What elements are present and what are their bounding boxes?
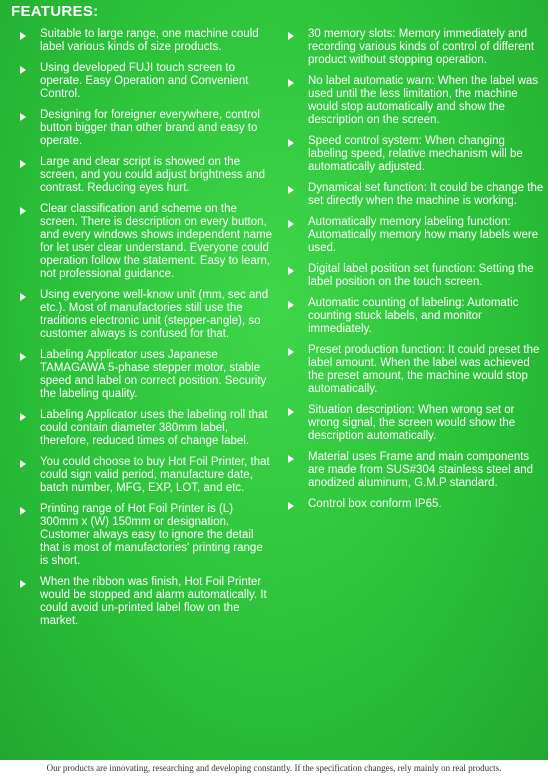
bullet-arrow-icon <box>288 32 294 40</box>
feature-item <box>284 263 544 289</box>
feature-text: Using developed FUJI touch screen to operate. Easy Operation and Convenient Control. <box>40 62 249 100</box>
bullet-arrow-icon <box>288 220 294 228</box>
feature-text: Digital label position set function: Setting the label position on the touch screen. <box>308 263 534 288</box>
bullet-arrow-icon <box>20 293 26 301</box>
bullet-arrow-icon <box>20 160 26 168</box>
right-feature-column <box>284 28 544 519</box>
feature-item <box>284 182 544 208</box>
feature-item <box>16 156 274 195</box>
bullet-arrow-icon <box>288 301 294 309</box>
feature-text: Large and clear script is showed on the screen, and you could adjust brightness and contrast. Reducing eyes hurt. <box>40 156 266 194</box>
feature-text: Automatically memory labeling function: Automatically memory how many labels were used. <box>308 216 539 254</box>
feature-item <box>16 349 274 401</box>
bullet-arrow-icon <box>20 113 26 121</box>
feature-text: Control box conform IP65. <box>308 498 442 510</box>
feature-item <box>16 503 274 568</box>
bullet-arrow-icon <box>20 66 26 74</box>
disclaimer-footer: Our products are innovating, researching and developing constantly. If the specification changes, rely mainly on real products. <box>46 763 502 773</box>
bullet-arrow-icon <box>288 502 294 510</box>
feature-item <box>16 109 274 148</box>
feature-item <box>284 498 544 511</box>
feature-item <box>16 62 274 101</box>
bullet-arrow-icon <box>288 267 294 275</box>
feature-text: No label automatic warn: When the label was used until the less limitation, the machine would stop automatically and show the description on the screen. <box>308 75 539 126</box>
feature-item <box>284 28 544 67</box>
feature-item <box>284 75 544 127</box>
feature-item <box>284 216 544 255</box>
bullet-arrow-icon <box>288 79 294 87</box>
feature-text: Labeling Applicator uses Japanese TAMAGAWA 5-phase stepper motor, stable speed and label on correct position. Security the labeling quality. <box>40 349 267 400</box>
feature-text: Labeling Applicator uses the labeling roll that could contain diameter 380mm label, therefore, reduced times of change label. <box>40 409 268 447</box>
bullet-arrow-icon <box>288 186 294 194</box>
features-title: FEATURES: <box>11 3 99 20</box>
feature-text: Automatic counting of labeling: Automatic counting stuck labels, and monitor immediately. <box>308 297 519 335</box>
bullet-arrow-icon <box>20 460 26 468</box>
feature-item <box>284 297 544 336</box>
feature-text: You could choose to buy Hot Foil Printer, that could sign valid period, manufacture date, batch number, MFG, EXP, LOT, and etc. <box>40 456 270 494</box>
feature-item <box>16 576 274 628</box>
feature-item <box>16 456 274 495</box>
bullet-arrow-icon <box>20 507 26 515</box>
feature-text: Clear classification and scheme on the screen. There is description on every button, and every windows shows independent name for let user clear understand. Everyone could operation follow the statement. Easy to learn, not professional guidance. <box>40 203 273 280</box>
feature-item <box>284 135 544 174</box>
bullet-arrow-icon <box>20 580 26 588</box>
feature-item <box>16 409 274 448</box>
bullet-arrow-icon <box>288 408 294 416</box>
bullet-arrow-icon <box>20 353 26 361</box>
feature-item <box>284 404 544 443</box>
feature-item <box>284 451 544 490</box>
bullet-arrow-icon <box>288 455 294 463</box>
feature-text: Designing for foreigner everywhere, control button bigger than other brand and easy to operate. <box>40 109 260 147</box>
feature-text: Preset production function: It could preset the label amount. When the label was achieved the preset amount, the machine would stop automatically. <box>308 344 540 395</box>
feature-item <box>284 344 544 396</box>
feature-text: Dynamical set function: It could be change the set directly when the machine is working. <box>308 182 544 207</box>
feature-text: Situation description: When wrong set or wrong signal, the screen would show the description automatically. <box>308 404 516 442</box>
feature-item <box>16 28 274 54</box>
feature-text: Printing range of Hot Foil Printer is (L) 300mm x (W) 150mm or designation. Customer always easy to ignore the detail that is most of manufactories' printing range is short. <box>40 503 263 567</box>
feature-text: Material uses Frame and main components are made from SUS#304 stainless steel and anodized aluminum, G.M.P standard. <box>308 451 534 489</box>
left-feature-column <box>16 28 274 636</box>
bullet-arrow-icon <box>288 348 294 356</box>
bullet-arrow-icon <box>20 413 26 421</box>
feature-item <box>16 203 274 281</box>
feature-item <box>16 289 274 341</box>
feature-text: Speed control system: When changing labeling speed, relative mechanism will be automatically adjusted. <box>308 135 523 173</box>
feature-text: When the ribbon was finish, Hot Foil Printer would be stopped and alarm automatically. It could avoid un-printed label flow on the market. <box>40 576 267 627</box>
feature-text: 30 memory slots: Memory immediately and recording various kinds of control of different product without stopping operation. <box>308 28 535 66</box>
bullet-arrow-icon <box>288 139 294 147</box>
bullet-arrow-icon <box>20 207 26 215</box>
feature-text: Suitable to large range, one machine could label various kinds of size products. <box>40 28 259 53</box>
feature-text: Using everyone well-know unit (mm, sec and etc.). Most of manufactories still use the traditions electronic unit (stepper-angle), so customer always is confused for that. <box>40 289 269 340</box>
bullet-arrow-icon <box>20 32 26 40</box>
